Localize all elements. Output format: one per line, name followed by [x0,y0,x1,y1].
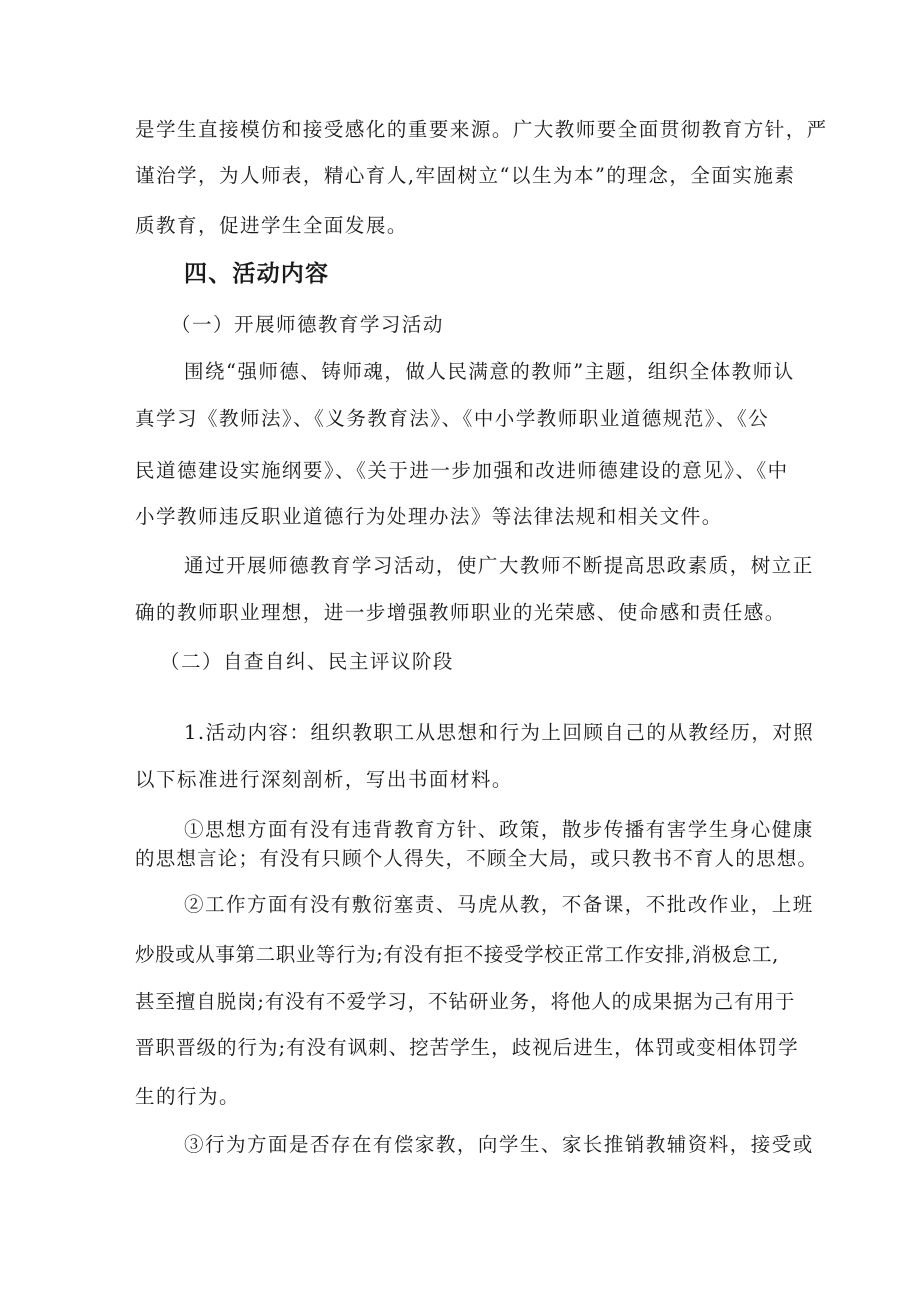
sub2-item1-line-2: 以下标准进行深刻剖析，写出书面材料。 [135,768,513,791]
sub2-point2-line-4: 晋职晋级的行为;有没有讽刺、挖苦学生，歧视后进生，体罚或变相体罚学 [135,1036,799,1059]
intro-line-2: 谨治学，为人师表，精心育人,牢固树立“以生为本”的理念，全面实施素 [135,164,796,187]
sub1-para1-line-3: 民道德建设实施纲要》、《关于进一步加强和改进师德建设的意见》、《中 [135,459,789,482]
sub2-point3-line-1: ③行为方面是否存在有偿家教，向学生、家长推销教辅资料，接受或 [184,1133,814,1156]
sub2-point1-line-2: 的思想言论；有没有只顾个人得失，不顾全大局，或只教书不育人的思想。 [135,847,819,870]
sub1-para1-line-2: 真学习《教师法》、《义务教育法》、《中小学教师职业道德规范》、《公 [135,407,770,430]
subsection-2-heading: （二）自查自纠、民主评议阶段 [160,650,454,673]
sub1-para2-line-2: 确的教师职业理想，进一步增强教师职业的光荣感、使命感和责任感。 [135,601,786,624]
sub1-para1-line-1: 围绕“强师德、铸师魂，做人民满意的教师”主题，组织全体教师认 [184,360,795,383]
sub2-point2-line-1: ②工作方面有没有敷衍塞责、马虎从教，不备课，不批改作业，上班 [184,893,814,916]
sub2-point2-line-2: 炒股或从事第二职业等行为;有没有拒不接受学校正常工作安排,消极怠工, [135,943,779,966]
intro-line-1: 是学生直接模仿和接受感化的重要来源。广大教师要全面贯彻教育方针，严 [135,118,828,141]
section-heading: 四、活动内容 [184,261,330,287]
subsection-1-heading: （一）开展师德教育学习活动 [171,313,444,336]
intro-line-3: 质教育，促进学生全面发展。 [135,214,408,237]
sub2-point2-line-3: 甚至擅自脱岗;有没有不爱学习，不钻研业务，将他人的成果据为己有用于 [135,990,796,1013]
sub2-item1-line-1: 1.活动内容：组织教职工从思想和行为上回顾自己的从教经历，对照 [184,721,815,744]
sub1-para2-line-1: 通过开展师德教育学习活动，使广大教师不断提高思政素质，树立正 [184,554,814,577]
sub2-point2-line-5: 生的行为。 [135,1085,240,1108]
sub1-para1-line-4: 小学教师违反职业道德行为处理办法》等法律法规和相关文件。 [135,505,723,528]
sub2-point1-line-1: ①思想方面有没有违背教育方针、政策，散步传播有害学生身心健康 [184,818,814,841]
